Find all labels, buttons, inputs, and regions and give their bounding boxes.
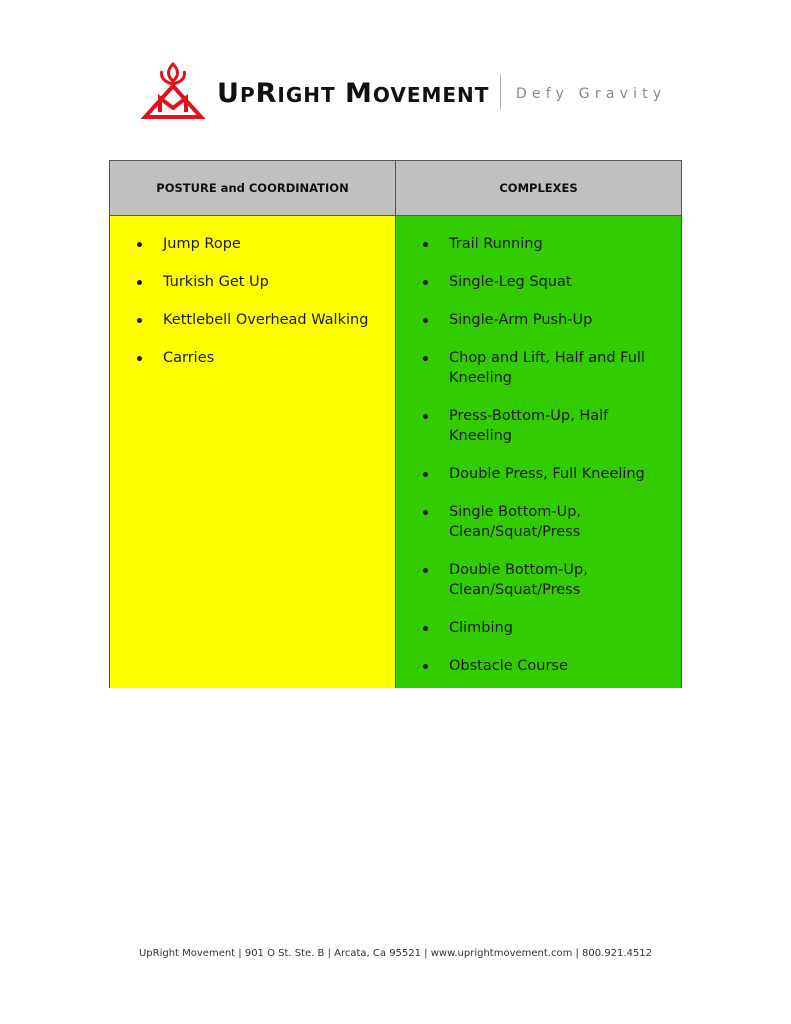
- bullet-icon: [423, 472, 428, 477]
- list-item-text: Single Bottom-Up, Clean/Squat/Press: [449, 504, 582, 540]
- list-item-text: Carries: [163, 350, 215, 366]
- list-item-text: Kettlebell Overhead Walking: [163, 312, 369, 328]
- list-item: [110, 234, 395, 254]
- list-item: [396, 618, 681, 638]
- list-item-text: Single-Leg Squat: [449, 274, 572, 290]
- posture-column: [110, 161, 396, 687]
- list-item-text: Climbing: [449, 620, 513, 636]
- column-heading: COMPLEXES: [396, 161, 681, 216]
- list-item-text: Single-Arm Push-Up: [449, 312, 593, 328]
- header-divider: [500, 74, 501, 110]
- complexes-list: [396, 234, 681, 676]
- column-body: [110, 216, 395, 688]
- bullet-icon: [137, 318, 142, 323]
- bullet-icon: [423, 568, 428, 573]
- posture-list: [110, 234, 395, 368]
- list-item-text: Jump Rope: [163, 236, 241, 252]
- list-item-text: Press-Bottom-Up, Half Kneeling: [449, 408, 609, 444]
- list-item: [110, 272, 395, 292]
- list-item-text: Trail Running: [449, 236, 543, 252]
- bullet-icon: [423, 510, 428, 515]
- list-item: [396, 656, 681, 676]
- list-item-text: Double Press, Full Kneeling: [449, 466, 645, 482]
- bullet-icon: [423, 318, 428, 323]
- list-item: [396, 272, 681, 292]
- bullet-icon: [137, 242, 142, 247]
- list-item: [396, 348, 681, 388]
- bullet-icon: [423, 242, 428, 247]
- complexes-column: [396, 161, 681, 687]
- exercise-table: [109, 160, 682, 688]
- list-item: [110, 310, 395, 330]
- list-item: [110, 348, 395, 368]
- bullet-icon: [423, 356, 428, 361]
- list-item: [396, 234, 681, 254]
- bullet-icon: [423, 280, 428, 285]
- bullet-icon: [423, 414, 428, 419]
- page-header: [0, 0, 791, 140]
- list-item-text: Double Bottom-Up, Clean/Squat/Press: [449, 562, 588, 598]
- list-item: [396, 406, 681, 446]
- bullet-icon: [423, 664, 428, 669]
- bullet-icon: [423, 626, 428, 631]
- column-heading: POSTURE and COORDINATION: [110, 161, 395, 216]
- brand-name: UPRIGHT MOVEMENT: [217, 78, 490, 109]
- upright-logo-icon: [140, 62, 206, 120]
- list-item: [396, 310, 681, 330]
- list-item-text: Obstacle Course: [449, 658, 568, 674]
- bullet-icon: [137, 280, 142, 285]
- list-item-text: Chop and Lift, Half and Full Kneeling: [449, 350, 645, 386]
- tagline: Defy Gravity: [516, 86, 667, 102]
- footer-contact: UpRight Movement | 901 O St. Ste. B | Arcata, Ca 95521 | www.uprightmovement.com | 800.921.4512: [138, 948, 653, 959]
- list-item-text: Turkish Get Up: [163, 274, 269, 290]
- list-item: [396, 464, 681, 484]
- bullet-icon: [137, 356, 142, 361]
- list-item: [396, 560, 681, 600]
- column-body: [396, 216, 681, 688]
- list-item: [396, 502, 681, 542]
